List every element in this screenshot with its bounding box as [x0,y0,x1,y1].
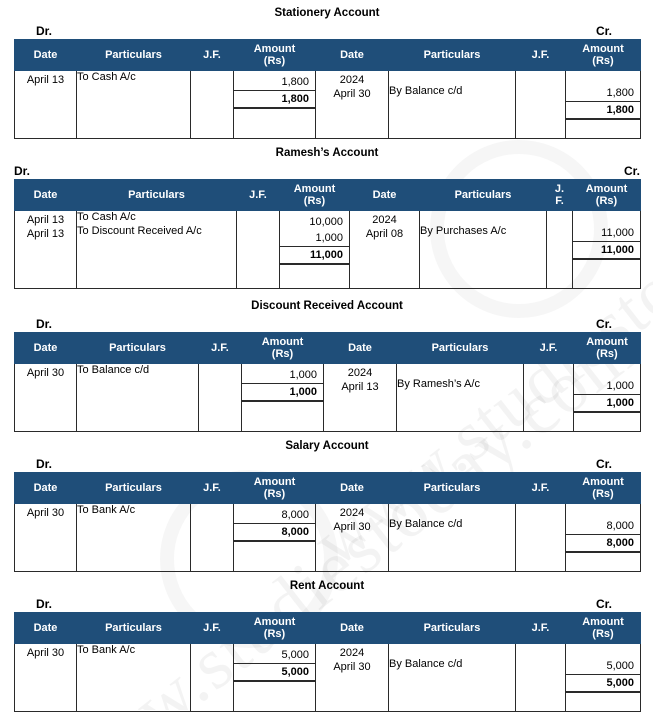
table-header [15,180,641,211]
amount-tail-space [234,687,315,700]
debit-amount-cell [242,364,324,432]
column-header-label: Amount [582,476,624,488]
column-header-date-debit: Date [15,40,77,71]
column-header-jf-credit: J.F. [516,613,566,644]
column-header-particulars-debit: Particulars [77,333,199,364]
spacer [566,644,640,658]
entry-year: 2024 [339,507,365,519]
entry-date: April 13 [26,227,65,240]
amount-tail-space [280,270,349,283]
header-row [15,473,641,504]
column-header-label: J. [554,183,565,195]
column-header-label: (Rs) [271,348,294,360]
entry-particulars: To Bank A/c [77,644,136,656]
credit-jf-cell [516,644,566,712]
column-header-particulars-credit: Particulars [389,40,516,71]
credit-amount-cell [574,364,641,432]
table-body [15,364,641,432]
ledger-account-block [14,299,640,432]
debit-particulars-cell [77,71,191,139]
table-body [15,211,641,289]
column-header-label: (Rs) [263,488,286,500]
column-header-jf-credit [547,180,573,211]
ledger-account-block [14,146,640,289]
entry-amount: 1,000 [315,232,343,244]
debit-jf-cell [191,71,234,139]
column-header-label: (Rs) [596,348,618,360]
spacer [574,364,640,378]
amount-tail-space [566,125,640,138]
entry-amount: 1,800 [606,86,634,99]
credit-side-label: Cr. [595,317,612,331]
debit-credit-labels [14,457,640,472]
column-header-label: Amount [582,43,624,55]
entry-date: April 30 [333,660,371,673]
entry-particulars: By Balance c/d [389,517,463,530]
side-total-amount: 11,000 [573,241,640,259]
credit-side-label: Cr. [595,24,612,38]
column-header-jf-credit: J.F. [516,473,566,504]
credit-jf-cell [524,364,574,432]
amount-stack [574,364,640,431]
column-header-date-credit: Date [350,180,420,211]
amount-tail-space [234,114,315,127]
entry-year: 2024 [339,647,365,659]
column-header-label: (Rs) [592,488,614,500]
side-total-amount: 8,000 [234,523,315,541]
table-row [15,71,641,139]
table-row [15,644,641,712]
credit-side-label: Cr. [623,164,640,178]
amount-stack [566,504,640,571]
debit-date-cell [15,364,77,432]
column-header-label: Amount [293,183,336,195]
ledger-account-block [14,579,640,712]
column-header-jf-debit: J.F. [191,613,234,644]
debit-side-label: Dr. [36,24,53,38]
debit-date-cell [15,71,77,139]
amount-tail-space [242,407,323,420]
table-header [15,333,641,364]
entry-year: 2024 [339,74,365,86]
credit-particulars-cell [389,71,516,139]
credit-jf-cell [516,504,566,572]
amount-stack [234,71,315,127]
amount-stack [234,504,315,560]
column-header-amount-credit [566,473,641,504]
spacer [389,504,515,518]
entry-particulars: To Cash A/c [77,211,136,223]
debit-particulars-cell [77,504,191,572]
credit-particulars-cell [389,644,516,712]
date-stack [15,364,76,381]
side-total-amount: 1,000 [574,394,640,412]
debit-particulars-cell [77,211,237,289]
column-header-label: F. [555,195,564,207]
entry-amount: 5,000 [606,659,634,672]
side-total-amount: 5,000 [566,674,640,692]
header-row [15,333,641,364]
amount-tail-space [573,265,640,278]
debit-credit-labels [14,164,640,179]
entry-amount: 1,800 [281,76,309,88]
debit-particulars-cell [77,364,199,432]
date-stack [316,644,388,674]
spacer [389,644,515,658]
entry-particulars: By Balance c/d [389,657,463,670]
amount-stack [566,71,640,138]
entry-date: April 08 [365,227,404,240]
ledger-table [14,472,641,572]
column-header-date-credit: Date [316,40,389,71]
column-header-amount-debit [234,473,316,504]
ledger-table [14,612,641,712]
debit-amount-cell [280,211,350,289]
table-header [15,473,641,504]
column-header-jf-debit: J.F. [191,40,234,71]
debit-side-label: Dr. [36,597,53,611]
column-header-amount-credit [566,40,641,71]
column-header-particulars-debit: Particulars [77,40,191,71]
column-header-jf-debit: J.F. [237,180,280,211]
credit-date-cell [316,504,389,572]
entry-date: April 30 [26,367,65,379]
credit-side-label: Cr. [595,457,612,471]
column-header-label: (Rs) [263,628,286,640]
amount-stack [242,364,323,420]
amount-tail-space [234,547,315,560]
table-body [15,504,641,572]
column-header-amount-debit [280,180,350,211]
spacer [573,211,640,225]
account-title: Discount Received Account [251,300,403,312]
header-row [15,180,641,211]
entry-particulars: By Purchases A/c [420,224,507,237]
column-header-label: Amount [253,476,296,488]
entry-particulars: By Ramesh’s A/c [397,377,480,390]
date-stack [15,644,76,661]
credit-date-cell [316,71,389,139]
spacer [389,71,515,85]
date-stack [316,71,388,101]
spacer [566,504,640,518]
side-total-amount: 1,000 [242,383,323,401]
credit-particulars-cell [420,211,547,289]
credit-side-label: Cr. [595,597,612,611]
entry-amount: 1,000 [289,369,317,381]
table-row [15,211,641,289]
column-header-particulars-credit: Particulars [389,473,516,504]
column-header-date-debit: Date [15,473,77,504]
entry-date: April 30 [333,520,371,533]
column-header-label: (Rs) [303,195,326,207]
header-row [15,40,641,71]
entry-amount: 10,000 [309,216,343,228]
entry-particulars: To Discount Received A/c [77,224,202,237]
credit-amount-cell [566,644,641,712]
entry-year: 2024 [347,367,373,379]
column-header-label: Amount [253,43,296,55]
column-header-amount-debit [234,40,316,71]
column-header-label: (Rs) [595,195,618,207]
debit-side-label: Dr. [14,164,31,178]
entry-amount: 5,000 [281,649,309,661]
debit-jf-cell [199,364,242,432]
credit-amount-cell [573,211,641,289]
account-title: Rent Account [289,580,365,592]
date-stack [15,211,76,241]
account-title: Stationery Account [274,7,380,19]
entry-date: April 30 [333,87,371,100]
credit-amount-cell [566,504,641,572]
debit-date-cell [15,211,77,289]
column-header-label: Amount [585,183,628,195]
entry-amount: 1,000 [606,379,634,392]
column-header-label: Amount [586,336,628,348]
entry-particulars: By Balance c/d [389,84,463,97]
table-header [15,40,641,71]
header-row [15,613,641,644]
side-total-amount: 1,800 [566,101,640,119]
amount-tail-space [566,698,640,711]
column-header-amount-credit [573,180,641,211]
ledger-table [14,332,641,432]
spacer [420,211,546,225]
credit-date-cell [316,644,389,712]
ledger-table [14,39,641,139]
column-header-jf-credit: J.F. [516,40,566,71]
entry-amount: 8,000 [281,509,309,521]
entry-particulars: To Bank A/c [77,504,136,516]
spacer [566,71,640,85]
debit-particulars-cell [77,644,191,712]
entry-particulars: To Cash A/c [77,71,136,83]
debit-date-cell [15,644,77,712]
entry-date: April 13 [26,214,65,226]
debit-date-cell [15,504,77,572]
credit-jf-cell [516,71,566,139]
entry-amount: 11,000 [601,226,634,239]
table-row [15,504,641,572]
column-header-date-credit: Date [316,613,389,644]
table-body [15,71,641,139]
date-stack [15,504,76,521]
column-header-jf-debit: J.F. [199,333,242,364]
entry-year: 2024 [372,214,397,226]
column-header-amount-credit [574,333,641,364]
table-header [15,613,641,644]
column-header-date-credit: Date [316,473,389,504]
amount-tail-space [566,558,640,571]
debit-credit-labels [14,597,640,612]
column-header-jf-credit: J.F. [524,333,574,364]
debit-amount-cell [234,504,316,572]
column-header-date-credit: Date [324,333,397,364]
amount-stack [566,644,640,711]
column-header-amount-credit [566,613,641,644]
date-stack [350,211,419,241]
column-header-date-debit: Date [15,333,77,364]
side-total-amount: 8,000 [566,534,640,552]
column-header-label: (Rs) [592,628,614,640]
column-header-particulars-credit: Particulars [420,180,547,211]
ledger-account-block [14,6,640,139]
ledger-account-block [14,439,640,572]
date-stack [324,364,396,394]
column-header-label: Amount [261,336,304,348]
table-body [15,644,641,712]
credit-amount-cell [566,71,641,139]
column-header-label: (Rs) [592,55,614,67]
column-header-date-debit: Date [15,180,77,211]
column-header-label: Amount [582,616,624,628]
date-stack [316,504,388,534]
column-header-label: (Rs) [263,55,286,67]
credit-particulars-cell [397,364,524,432]
column-header-particulars-debit: Particulars [77,180,237,211]
column-header-particulars-credit: Particulars [397,333,524,364]
entry-date: April 30 [26,507,65,519]
amount-stack [280,211,349,283]
column-header-jf-debit: J.F. [191,473,234,504]
debit-side-label: Dr. [36,317,53,331]
date-stack [15,71,76,88]
debit-credit-labels [14,317,640,332]
debit-amount-cell [234,644,316,712]
credit-date-cell [324,364,397,432]
table-row [15,364,641,432]
credit-jf-cell [547,211,573,289]
spacer [397,364,523,378]
ledger-table [14,179,641,289]
entry-date: April 13 [341,380,379,393]
debit-credit-labels [14,24,640,39]
credit-date-cell [350,211,420,289]
credit-particulars-cell [389,504,516,572]
column-header-particulars-debit: Particulars [77,613,191,644]
column-header-amount-debit [234,613,316,644]
side-total-amount: 5,000 [234,663,315,681]
column-header-label: Amount [253,616,296,628]
column-header-particulars-credit: Particulars [389,613,516,644]
debit-jf-cell [191,644,234,712]
entry-date: April 13 [26,74,65,86]
entry-amount: 8,000 [606,519,634,532]
entry-particulars: To Balance c/d [77,364,150,376]
debit-jf-cell [191,504,234,572]
column-header-amount-debit [242,333,324,364]
debit-side-label: Dr. [36,457,53,471]
column-header-date-debit: Date [15,613,77,644]
amount-tail-space [574,418,640,431]
debit-jf-cell [237,211,280,289]
debit-amount-cell [234,71,316,139]
amount-stack [234,644,315,700]
side-total-amount: 11,000 [280,246,349,264]
entry-date: April 30 [26,647,65,659]
account-title: Ramesh’s Account [275,147,379,159]
account-title: Salary Account [285,440,369,452]
amount-stack [573,211,640,278]
side-total-amount: 1,800 [234,90,315,108]
column-header-particulars-debit: Particulars [77,473,191,504]
